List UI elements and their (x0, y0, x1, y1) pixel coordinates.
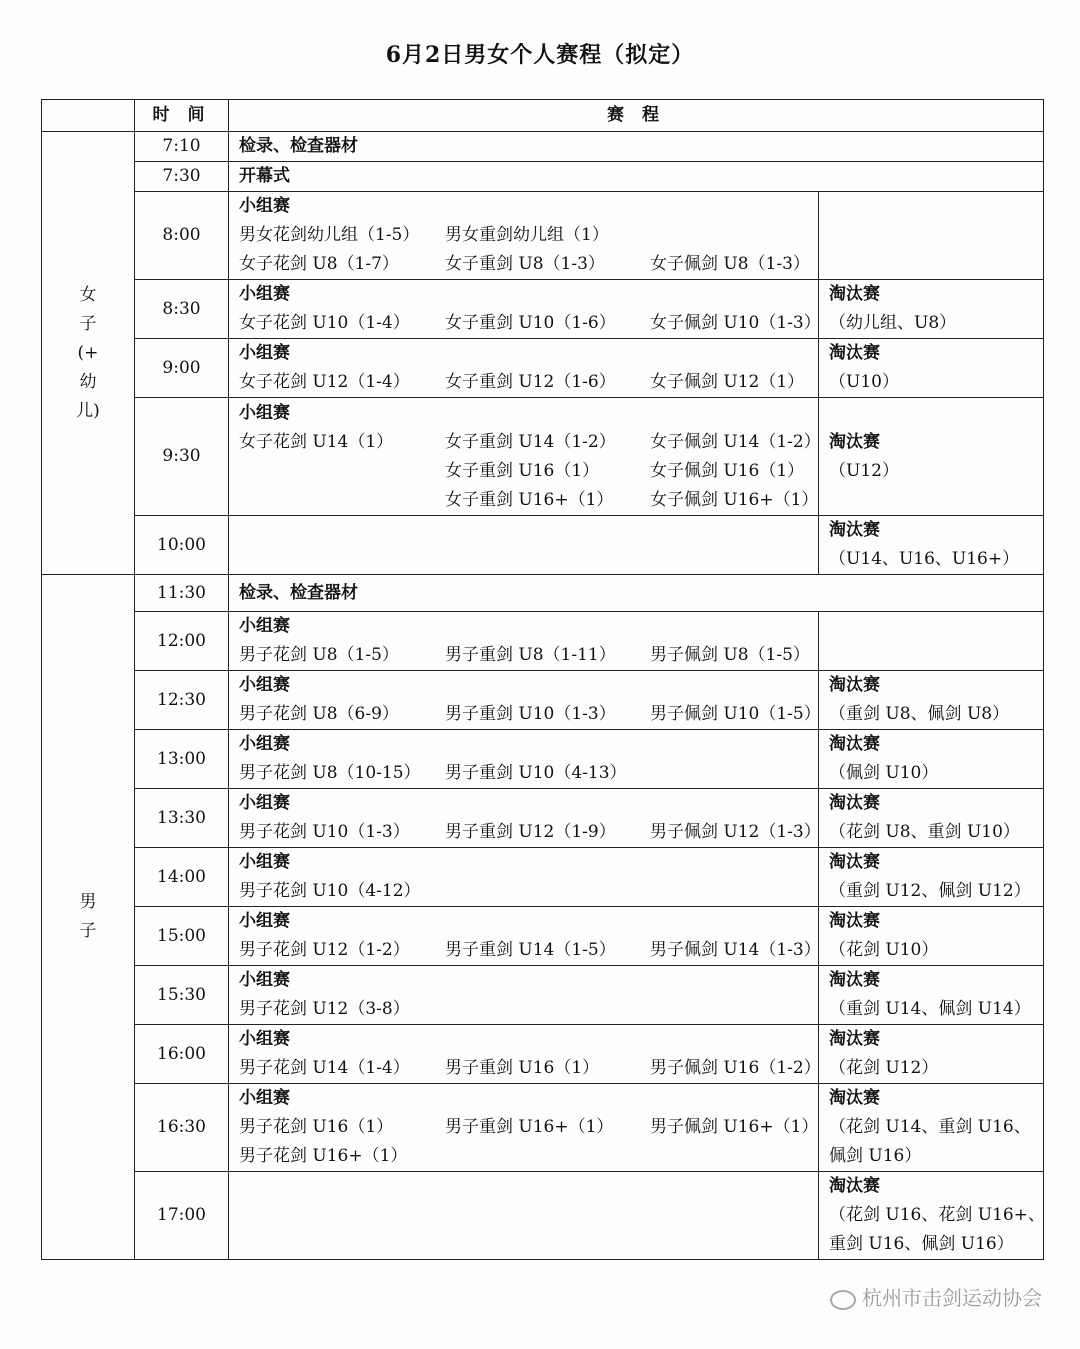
knockout-title: 淘汰赛 (829, 675, 880, 695)
event-line (239, 641, 818, 670)
event-item: 男子花剑 U16（1） (239, 1117, 394, 1137)
events-cell (229, 671, 819, 730)
schedule-row (42, 162, 1044, 192)
events-cell (229, 1084, 819, 1172)
events-cell (229, 575, 1044, 612)
time-cell: 9:30 (135, 398, 229, 516)
event-item: 女子重剑 U10（1-6） (445, 313, 616, 333)
knockout-cell (819, 516, 1044, 575)
schedule-row (42, 516, 1044, 575)
events-cell (229, 789, 819, 848)
schedule-row (42, 1084, 1044, 1172)
events-cell (229, 1172, 819, 1260)
event-line (239, 1054, 821, 1083)
time-cell: 9:00 (135, 339, 229, 398)
event-item: 女子花剑 U8（1-7） (239, 254, 399, 274)
knockout-line: （佩剑 U10） (829, 763, 939, 783)
stage-title: 小组赛 (239, 675, 290, 695)
event-item: 男子花剑 U10（1-3） (239, 822, 410, 842)
time-cell: 13:00 (135, 730, 229, 789)
time-cell: 12:00 (135, 612, 229, 671)
time-cell: 16:30 (135, 1084, 229, 1172)
knockout-line: （U14、U16、U16+） (829, 549, 1020, 569)
event-line (239, 936, 821, 965)
knockout-line: （幼儿组、U8） (829, 313, 957, 333)
event-line (239, 250, 818, 279)
knockout-title: 淘汰赛 (829, 343, 880, 363)
event-line (239, 1113, 818, 1142)
time-cell: 12:30 (135, 671, 229, 730)
header-blank (42, 100, 135, 132)
event-item: 男子佩剑 U12（1-3） (650, 822, 821, 842)
knockout-title: 淘汰赛 (829, 431, 880, 452)
time-cell: 7:10 (135, 132, 229, 162)
schedule-row (42, 192, 1044, 280)
event-line (239, 818, 821, 847)
event-item: 女子重剑 U8（1-3） (445, 254, 605, 274)
event-item: 男子花剑 U12（3-8） (239, 999, 410, 1019)
knockout-cell (819, 789, 1044, 848)
knockout-cell (819, 339, 1044, 398)
stage-title: 小组赛 (239, 402, 290, 423)
section-men (42, 575, 135, 1260)
schedule-row (42, 398, 1044, 516)
event-item: 男子重剑 U10（1-3） (445, 704, 616, 724)
events-cell (229, 730, 819, 789)
time-cell: 13:30 (135, 789, 229, 848)
section-women (42, 132, 135, 575)
event-item: 女子重剑 U14（1-2） (445, 431, 616, 452)
event-item: 女子佩剑 U14（1-2） (650, 431, 821, 452)
event-item: 男子佩剑 U16（1-2） (650, 1058, 821, 1078)
time-cell: 10:00 (135, 516, 229, 575)
knockout-title: 淘汰赛 (829, 911, 880, 931)
stage-title: 小组赛 (239, 1029, 290, 1049)
stage-title: 小组赛 (239, 734, 290, 754)
knockout-title: 淘汰赛 (829, 1029, 880, 1049)
stage-title: 小组赛 (239, 852, 290, 872)
stage-title: 检录、检查器材 (239, 582, 358, 603)
event-item: 男子花剑 U14（1-4） (239, 1058, 410, 1078)
event-item: 男子花剑 U8（6-9） (239, 704, 399, 724)
time-cell: 15:00 (135, 907, 229, 966)
knockout-line: （U12） (829, 460, 899, 481)
event-item: 男子重剑 U12（1-9） (445, 822, 616, 842)
knockout-title: 淘汰赛 (829, 1176, 880, 1196)
event-item: 男子佩剑 U8（1-5） (650, 645, 810, 665)
schedule-row (42, 671, 1044, 730)
schedule-row (42, 339, 1044, 398)
schedule-row (42, 1025, 1044, 1084)
time-cell: 16:00 (135, 1025, 229, 1084)
schedule-row (42, 132, 1044, 162)
events-cell (229, 280, 819, 339)
schedule-row (42, 966, 1044, 1025)
event-item: 男子重剑 U10（4-13） (445, 763, 627, 783)
time-cell: 8:00 (135, 192, 229, 280)
events-cell (229, 516, 819, 575)
event-item: 女子花剑 U10（1-4） (239, 313, 410, 333)
knockout-cell (819, 1025, 1044, 1084)
watermark-text: 杭州市击剑运动协会 (862, 1286, 1042, 1310)
section-women-char: 女 (79, 284, 97, 305)
knockout-title: 淘汰赛 (829, 1088, 880, 1108)
event-item: 女子重剑 U16+（1） (445, 489, 614, 510)
knockout-cell (819, 907, 1044, 966)
stage-title: 检录、检查器材 (239, 136, 358, 156)
knockout-line: （花剑 U8、重剑 U10） (829, 822, 1020, 842)
knockout-line: （重剑 U12、佩剑 U12） (829, 881, 1031, 901)
stage-title: 开幕式 (239, 166, 290, 186)
header-time: 时 间 (135, 100, 229, 132)
event-item: 女子佩剑 U16+（1） (650, 489, 819, 510)
schedule-row (42, 612, 1044, 671)
event-line (239, 995, 818, 1024)
schedule-row (42, 789, 1044, 848)
event-item: 男子佩剑 U16+（1） (650, 1117, 819, 1137)
knockout-cell (819, 848, 1044, 907)
events-cell (229, 162, 1044, 192)
event-line (239, 700, 821, 729)
knockout-title: 淘汰赛 (829, 852, 880, 872)
knockout-cell (819, 966, 1044, 1025)
knockout-title: 淘汰赛 (829, 793, 880, 813)
events-cell (229, 398, 819, 516)
event-item: 男女重剑幼儿组（1） (445, 225, 609, 245)
page-title: 6月2日男女个人赛程（拟定） (385, 42, 695, 68)
knockout-title: 淘汰赛 (829, 734, 880, 754)
section-women-char: (+ (77, 342, 99, 363)
knockout-title: 淘汰赛 (829, 284, 880, 304)
stage-title: 小组赛 (239, 616, 290, 636)
knockout-cell (819, 730, 1044, 789)
stage-title: 小组赛 (239, 911, 290, 931)
events-cell (229, 907, 819, 966)
knockout-cell (819, 671, 1044, 730)
knockout-title: 淘汰赛 (829, 520, 880, 540)
event-item: 男子花剑 U8（10-15） (239, 763, 421, 783)
events-cell (229, 192, 819, 280)
section-women-char: 子 (79, 313, 97, 334)
schedule-row (42, 848, 1044, 907)
event-item: 男子重剑 U14（1-5） (445, 940, 616, 960)
event-item: 男子重剑 U8（1-11） (445, 645, 616, 665)
event-item: 男子花剑 U16+（1） (239, 1146, 408, 1166)
knockout-line: （U10） (829, 372, 899, 392)
section-men-char: 子 (79, 921, 97, 941)
event-item: 女子佩剑 U12（1） (650, 372, 805, 392)
event-item: 男子花剑 U8（1-5） (239, 645, 399, 665)
knockout-cell (819, 1084, 1044, 1172)
event-item: 男子花剑 U10（4-12） (239, 881, 421, 901)
event-item: 女子重剑 U12（1-6） (445, 372, 616, 392)
event-item: 女子重剑 U16（1） (445, 460, 600, 481)
event-item: 女子佩剑 U10（1-3） (650, 313, 821, 333)
stage-title: 小组赛 (239, 970, 290, 990)
events-cell (229, 612, 819, 671)
knockout-line: （花剑 U10） (829, 940, 939, 960)
event-line (239, 1142, 818, 1171)
time-cell: 11:30 (135, 575, 229, 612)
event-item: 女子佩剑 U8（1-3） (650, 254, 810, 274)
event-item: 男子佩剑 U14（1-3） (650, 940, 821, 960)
events-cell (229, 132, 1044, 162)
knockout-cell (819, 612, 1044, 671)
schedule-table (41, 99, 1044, 1260)
watermark (830, 1282, 1042, 1311)
events-cell (229, 848, 819, 907)
schedule-row (42, 907, 1044, 966)
event-item: 男女花剑幼儿组（1-5） (239, 225, 420, 245)
knockout-line: （重剑 U14、佩剑 U14） (829, 999, 1031, 1019)
time-cell: 17:00 (135, 1172, 229, 1260)
event-line (239, 457, 818, 486)
knockout-line: 重剑 U16、佩剑 U16） (829, 1234, 1014, 1254)
event-item: 男子重剑 U16（1） (445, 1058, 600, 1078)
time-cell: 8:30 (135, 280, 229, 339)
stage-title: 小组赛 (239, 1088, 290, 1108)
event-item: 男子花剑 U12（1-2） (239, 940, 410, 960)
section-men-char: 男 (79, 892, 97, 912)
knockout-line: （花剑 U12） (829, 1058, 939, 1078)
wechat-icon (830, 1290, 856, 1310)
knockout-cell (819, 1172, 1044, 1260)
events-cell (229, 966, 819, 1025)
time-cell: 15:30 (135, 966, 229, 1025)
stage-title: 小组赛 (239, 343, 290, 363)
events-cell (229, 339, 819, 398)
knockout-line: 佩剑 U16） (829, 1146, 922, 1166)
event-line (239, 368, 818, 397)
knockout-line: （花剑 U16、花剑 U16+、 (829, 1205, 1045, 1225)
knockout-cell (819, 398, 1044, 516)
event-item: 女子花剑 U12（1-4） (239, 372, 410, 392)
events-cell (229, 1025, 819, 1084)
knockout-cell (819, 192, 1044, 280)
schedule-row (42, 1172, 1044, 1260)
event-line (239, 486, 818, 515)
stage-title: 小组赛 (239, 284, 290, 304)
header-schedule: 赛 程 (229, 100, 1044, 132)
event-item: 男子重剑 U16+（1） (445, 1117, 614, 1137)
time-cell: 7:30 (135, 162, 229, 192)
knockout-line: （重剑 U8、佩剑 U8） (829, 704, 1010, 724)
knockout-cell (819, 280, 1044, 339)
event-item: 女子花剑 U14（1） (239, 431, 394, 452)
knockout-line: （花剑 U14、重剑 U16、 (829, 1117, 1031, 1137)
section-women-char: 儿) (76, 400, 100, 421)
section-women-char: 幼 (79, 371, 97, 392)
event-line (239, 877, 818, 906)
time-cell: 14:00 (135, 848, 229, 907)
event-line (239, 309, 821, 338)
event-line (239, 759, 818, 788)
stage-title: 小组赛 (239, 196, 290, 216)
schedule-row (42, 730, 1044, 789)
event-line (239, 221, 818, 250)
event-item: 男子佩剑 U10（1-5） (650, 704, 821, 724)
schedule-row (42, 575, 1044, 612)
schedule-row (42, 280, 1044, 339)
event-line (239, 428, 821, 457)
stage-title: 小组赛 (239, 793, 290, 813)
knockout-title: 淘汰赛 (829, 970, 880, 990)
event-item: 女子佩剑 U16（1） (650, 460, 805, 481)
